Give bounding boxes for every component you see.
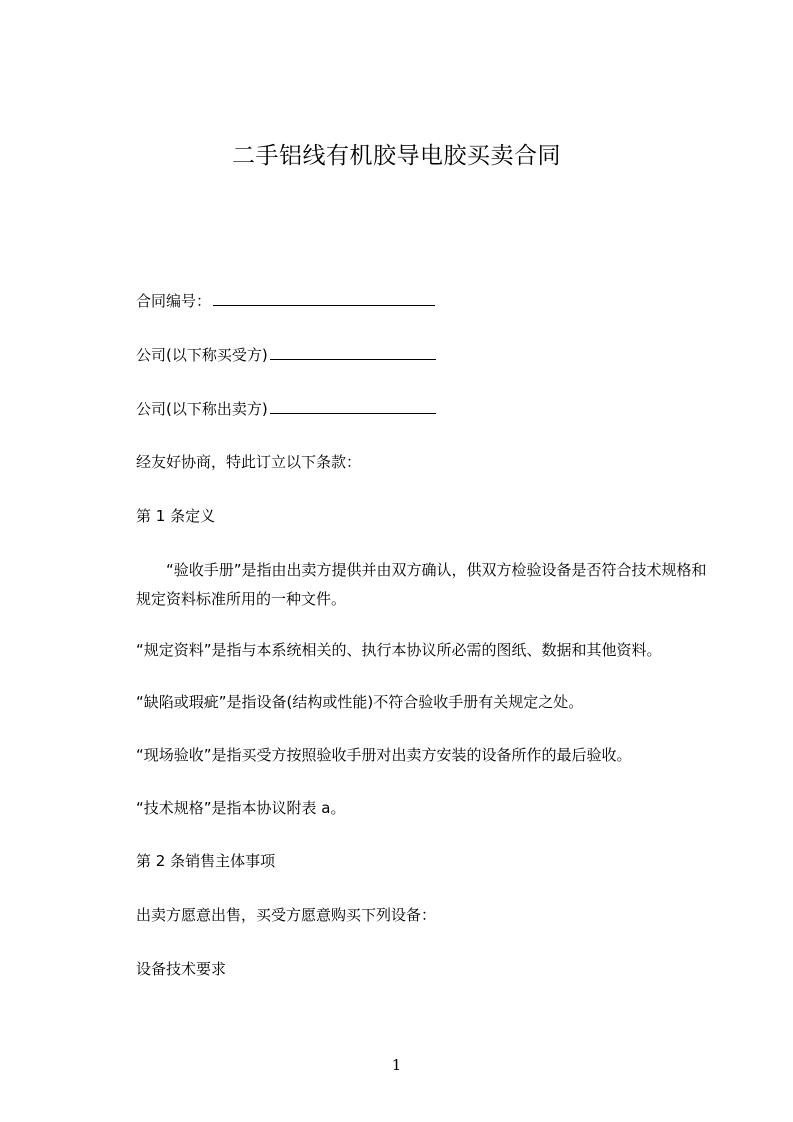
contract-number-field [136, 291, 435, 311]
equipment-heading: 设备技术要求 [136, 960, 227, 978]
contract-number-label: 合同编号： [136, 292, 212, 310]
seller-blank[interactable] [270, 399, 436, 414]
document-title: 二手铝线有机胶导电胶买卖合同 [232, 143, 561, 169]
definition-site-acceptance: “现场验收”是指买受方按照验收手册对出卖方安装的设备所作的最后验收。 [136, 746, 632, 764]
seller-field [136, 399, 436, 419]
buyer-label: 公司(以下称买受方) [136, 346, 268, 364]
page-number: 1 [391, 1056, 402, 1074]
buyer-field [136, 345, 436, 365]
article-2-text: 出卖方愿意出售，买受方愿意购买下列设备： [136, 906, 437, 924]
contract-number-blank[interactable] [213, 291, 435, 306]
article-1-heading: 第 1 条定义 [136, 507, 216, 525]
definition-specified-materials: “规定资料”是指与本系统相关的、执行本协议所必需的图纸、数据和其他资料。 [136, 641, 662, 659]
intro-text: 经友好协商，特此订立以下条款： [136, 453, 362, 471]
definition-defects: “缺陷或瑕疵”是指设备(结构或性能)不符合验收手册有关规定之处。 [136, 693, 584, 711]
seller-label: 公司(以下称出卖方) [136, 400, 268, 418]
article-2-heading: 第 2 条销售主体事项 [136, 852, 276, 870]
definition-technical-specs: “技术规格”是指本协议附表 a。 [136, 799, 346, 817]
definition-acceptance-manual: “验收手册”是指由出卖方提供并由双方确认，供双方检验设备是否符合技术规格和规定资料标准所用的一种文件。 [136, 561, 707, 608]
buyer-blank[interactable] [270, 345, 436, 360]
